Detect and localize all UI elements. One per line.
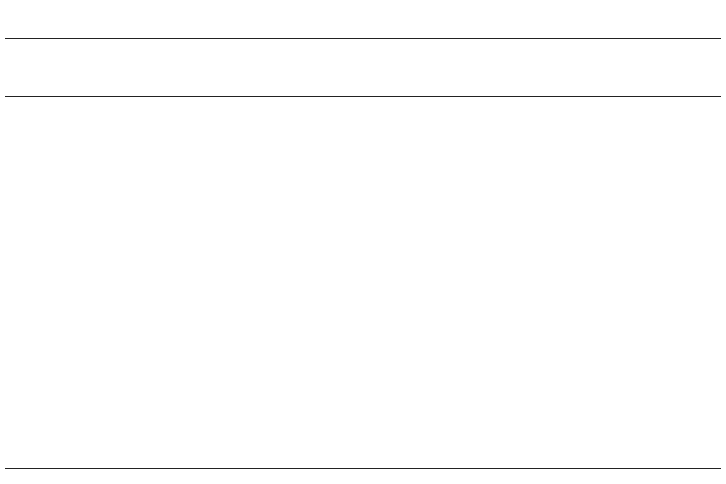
bottom-rule: [5, 468, 721, 469]
header-rule: [5, 96, 721, 97]
top-rule: [5, 38, 721, 39]
